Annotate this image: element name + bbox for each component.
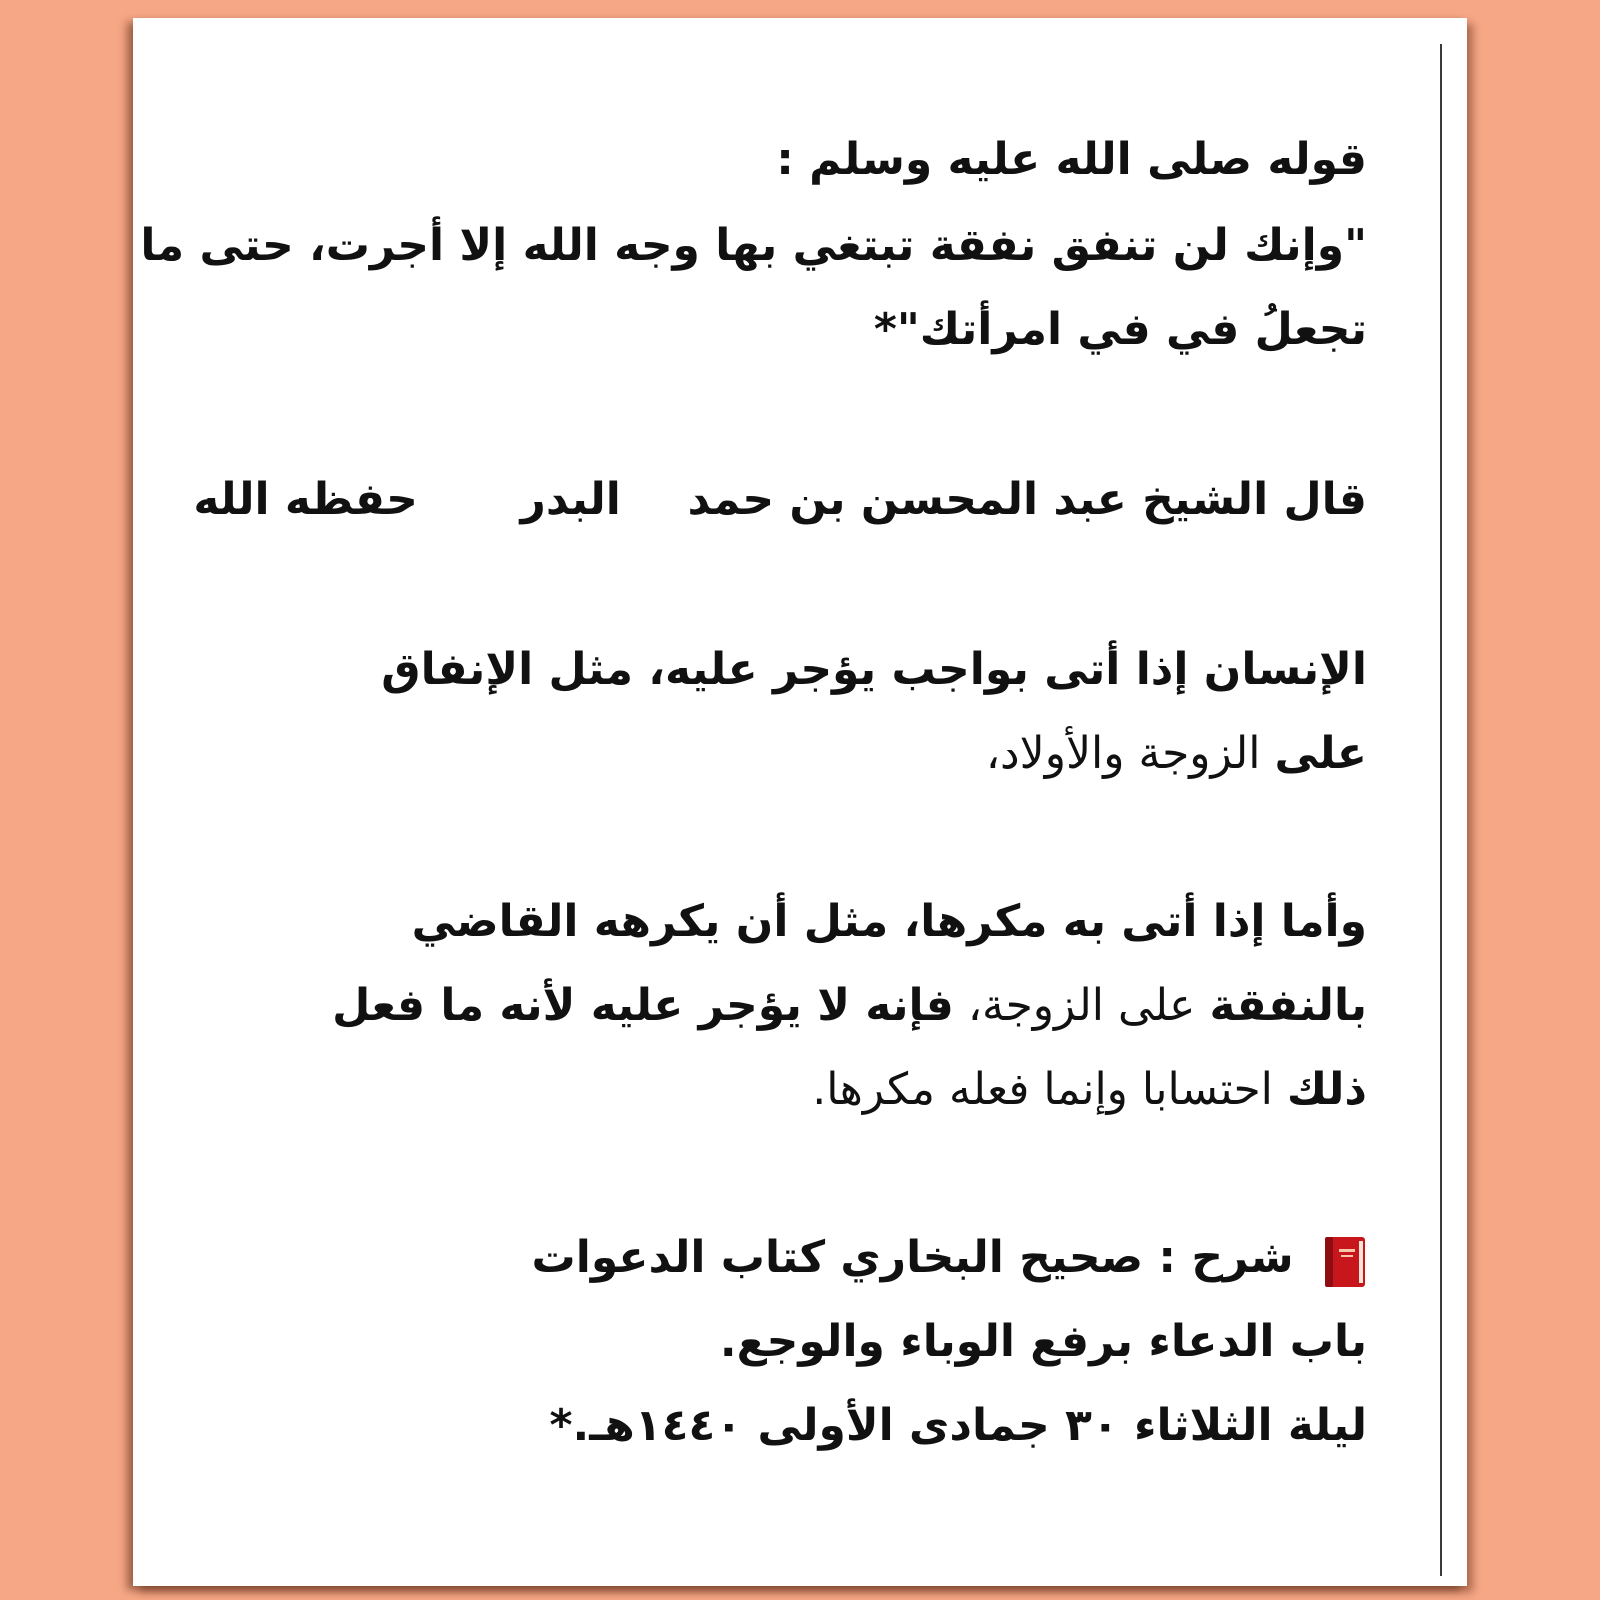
- spacer: [247, 542, 1367, 628]
- paragraph-2-line-3-rest: احتسابا وإنما فعله مكرها.: [812, 1064, 1273, 1115]
- attribution-suffix: حفظه الله: [193, 474, 418, 525]
- attribution-prefix: قال الشيخ عبد المحسن بن حمد: [687, 474, 1367, 525]
- paragraph-2-line-2: [247, 964, 1367, 1048]
- paragraph-2-line-2-end: فإنه لا يؤجر عليه لأنه ما فعل: [332, 980, 954, 1031]
- spacer: [247, 796, 1367, 880]
- document-page: [133, 18, 1467, 1586]
- hadith-intro: قوله صلى الله عليه وسلم :: [776, 134, 1367, 185]
- paragraph-1-line-2: [247, 712, 1367, 796]
- source-line-1: [247, 1216, 1367, 1300]
- source-line-2: باب الدعاء برفع الوباء والوجع.: [719, 1316, 1367, 1367]
- paragraph-2-line-3: [247, 1048, 1367, 1132]
- source-book-title: شرح : صحيح البخاري كتاب الدعوات: [531, 1232, 1294, 1283]
- paragraph-2-line-1: وأما إذا أتى به مكرها، مثل أن يكرهه القاضي: [411, 896, 1367, 947]
- spacer: [247, 372, 1367, 458]
- hadith-text-line-1: "وإنك لن تنفق نفقة تبتغي بها وجه الله إلا أجرت، حتى ما: [140, 220, 1367, 271]
- paragraph-2-line-2-start: بالنفقة: [1209, 980, 1367, 1031]
- paragraph-2-line-3-bold: ذلك: [1286, 1064, 1367, 1115]
- attribution-family: البدر: [520, 474, 621, 525]
- attribution-line: [193, 458, 1367, 542]
- document-content: [140, 118, 1367, 1468]
- paragraph-1-line-1: الإنسان إذا أتى بواجب يؤجر عليه، مثل الإنفاق: [381, 644, 1367, 695]
- hadith-text-line-2: تجعلُ في في امرأتك"*: [873, 304, 1367, 355]
- spacer: [247, 1132, 1367, 1216]
- red-book-icon: [1323, 1233, 1367, 1287]
- paragraph-1-line-2-rest: الزوجة والأولاد،: [985, 728, 1261, 779]
- source-date: ليلة الثلاثاء ٣٠ جمادى الأولى ١٤٤٠هـ.*: [549, 1400, 1367, 1451]
- paragraph-2-line-2-middle: على الزوجة،: [967, 980, 1196, 1031]
- margin-rule: [1440, 44, 1442, 1576]
- paragraph-1-line-2-bold: على: [1274, 728, 1367, 779]
